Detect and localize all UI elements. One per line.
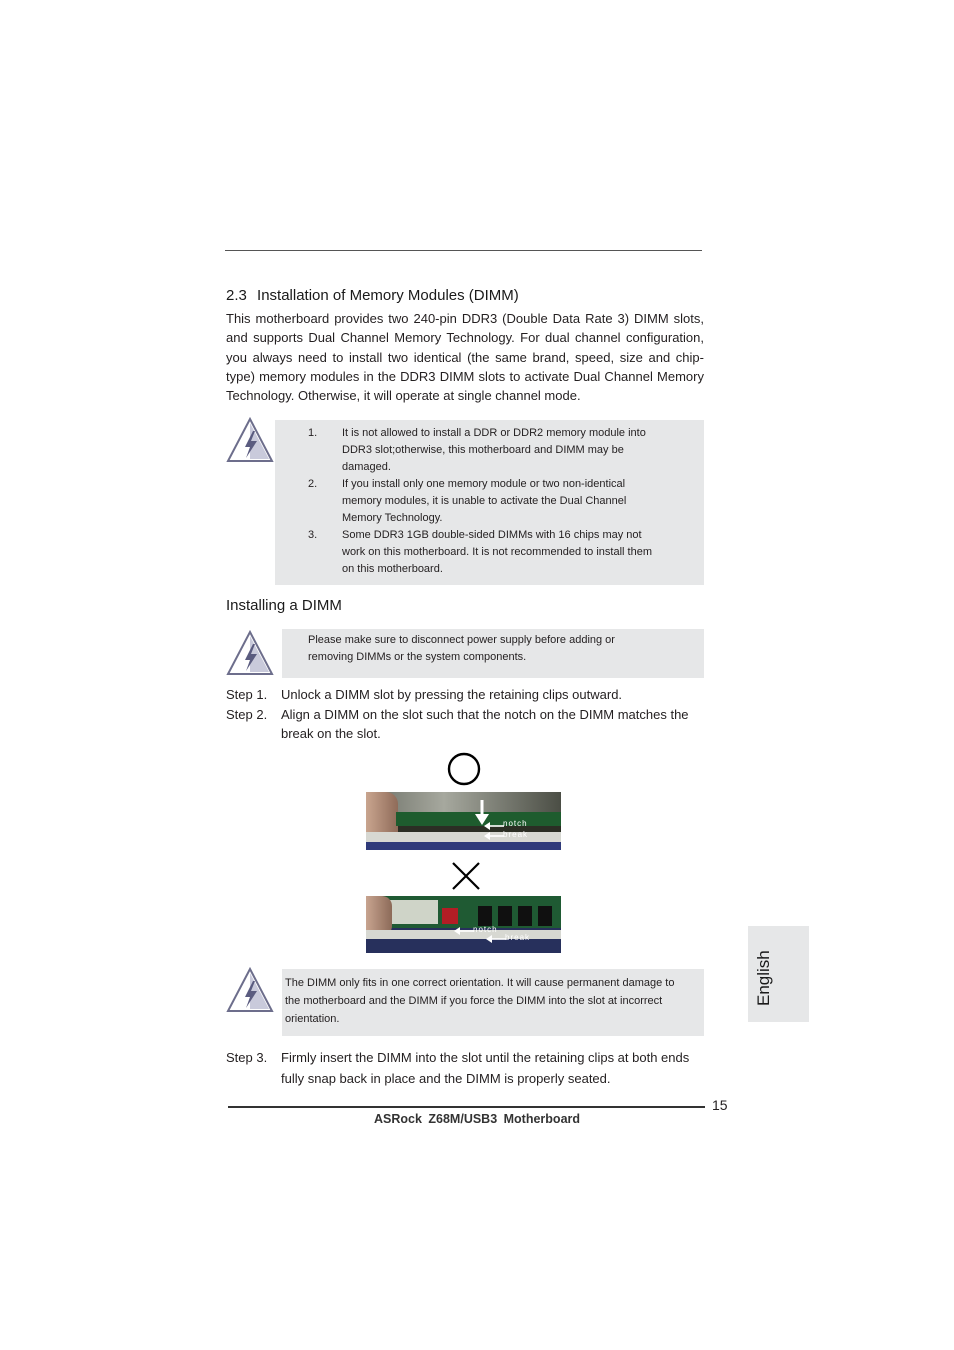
section-heading	[226, 287, 525, 304]
subheading-installing: Installing a DIMM	[226, 597, 342, 614]
caution-box	[282, 629, 704, 678]
language-tab-label: English	[754, 950, 773, 1006]
arrow-icon	[454, 927, 474, 935]
note-number: 1.	[308, 427, 318, 439]
correct-circle-icon	[446, 751, 482, 787]
page-number: 15	[712, 1097, 728, 1113]
caution-text: Please make sure to disconnect power supply before adding or removing DIMMs or the system components.	[308, 634, 615, 663]
step-text: Align a DIMM on the slot such that the notch on the DIMM matches the break on the slot.	[281, 706, 689, 741]
section-title: Installation of Memory Modules (DIMM)	[257, 287, 519, 304]
intro-paragraph: This motherboard provides two 240-pin DDR3 (Double Data Rate 3) DIMM slots, and supports Dual Channel Memory Technology. For dual channel configuration, you always need to install two identical (the same brand, speed, size and chip-type) memory modules in the DDR3 DIMM slots to activate Dual Channel Memory Technology. Otherwise, it will operate at single channel mode.	[226, 311, 704, 404]
dimm-correct-photo	[366, 792, 561, 850]
warning-triangle-icon	[226, 630, 274, 676]
warning-triangle-icon	[226, 967, 274, 1013]
note-item	[308, 527, 662, 578]
warning-triangle-icon	[226, 417, 274, 463]
footer-text: ASRock Z68M/USB3 Motherboard	[373, 1112, 581, 1126]
step-item	[226, 705, 704, 744]
orientation-warning-text: The DIMM only fits in one correct orientation. It will cause permanent damage to the motherboard and the DIMM if you force the DIMM into the slot at incorrect orientation.	[285, 977, 675, 1025]
step-text: Firmly insert the DIMM into the slot until the retaining clips at both ends fully snap back in place and the DIMM is properly seated.	[281, 1050, 690, 1086]
note-box	[275, 420, 704, 585]
note-text: If you install only one memory module or two non-identical memory modules, it is unable to activate the Dual Channel Memory Technology.	[342, 478, 627, 524]
step-label: Step 2.	[226, 706, 268, 722]
top-rule	[225, 250, 702, 251]
break-label: break	[503, 830, 529, 839]
arrow-icon	[484, 822, 504, 830]
break-label: break	[505, 933, 531, 942]
steps-list	[226, 685, 704, 744]
dimm-wrong-photo	[366, 896, 561, 953]
arrow-icon	[484, 832, 504, 840]
bottom-rule	[228, 1106, 705, 1108]
note-item	[308, 425, 662, 476]
note-text: Some DDR3 1GB double-sided DIMMs with 16 chips may not work on this motherboard. It is not recommended to install them on this motherboard.	[342, 529, 652, 575]
note-number: 2.	[308, 478, 318, 490]
section-number: 2.3	[226, 287, 247, 304]
notch-label: notch	[503, 819, 528, 828]
note-item	[308, 476, 662, 527]
wrong-x-icon	[451, 862, 481, 890]
note-number: 3.	[308, 529, 318, 541]
note-text: It is not allowed to install a DDR or DDR2 memory module into DDR3 slot;otherwise, this motherboard and DIMM may be damaged.	[342, 427, 646, 473]
step-text: Unlock a DIMM slot by pressing the retaining clips outward.	[281, 687, 623, 702]
notch-label: notch	[473, 925, 498, 934]
step-label: Step 1.	[226, 687, 268, 702]
language-tab	[748, 926, 809, 1022]
step-item	[226, 1048, 704, 1089]
orientation-warning-box	[282, 969, 704, 1036]
step-label: Step 3.	[226, 1050, 268, 1065]
arrow-icon	[486, 935, 506, 943]
step-item	[226, 685, 704, 705]
